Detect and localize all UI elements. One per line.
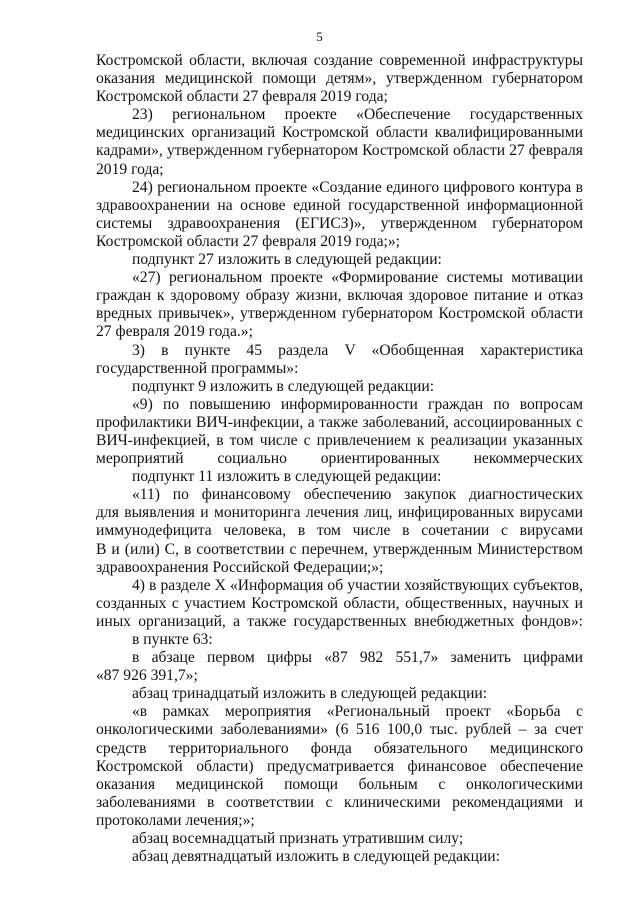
text-line: созданных с участием Костромской области, общественных, научных и xyxy=(96,594,583,612)
text-line: для выявления и мониторинга лечения лиц, инфицированных вирусами xyxy=(96,504,583,522)
text-line: «в рамках мероприятия «Региональный проект «Борьба с xyxy=(132,703,583,721)
text-line: иных организаций, а также государственных внебюджетных фондов»: xyxy=(96,612,583,630)
text-line: «27) региональном проекте «Формирование системы мотивации xyxy=(132,269,583,287)
text-line: 2019 года; xyxy=(96,160,164,178)
text-line: протоколами лечения;»; xyxy=(96,811,255,829)
text-line: ВИЧ-инфекцией, в том числе с привлечением к реализации указанных xyxy=(96,431,583,449)
text-line: профилактики ВИЧ-инфекции, а также заболеваний, ассоциированных с xyxy=(96,413,583,431)
text-line: иммунодефицита человека, в том числе в сочетании с вирусами xyxy=(96,522,583,540)
text-line: «87 926 391,7»; xyxy=(96,667,198,685)
text-line: здравоохранения Российской Федерации;»; xyxy=(96,558,384,576)
text-line: 24) региональном проекте «Создание единого цифрового контура в xyxy=(132,178,583,196)
text-line: «11) по финансовому обеспечению закупок диагностических xyxy=(132,486,583,504)
page-number: 5 xyxy=(316,29,323,44)
text-line: в пункте 63: xyxy=(132,631,213,648)
text-line: Костромской области 27 февраля 2019 года; xyxy=(96,88,388,106)
text-line: «9) по повышению информированности граждан по вопросам xyxy=(132,395,583,413)
text-line: В и (или) С, в соответствии с перечнем, утвержденным Министерством xyxy=(96,540,583,558)
text-line: средств территориального фонда обязательного медицинского xyxy=(96,739,583,757)
text-line: в абзаце первом цифры «87 982 551,7» заменить цифрами xyxy=(132,649,583,667)
text-line: кадрами», утвержденном губернатором Костромской области 27 февраля xyxy=(96,142,583,160)
text-line: медицинских организаций Костромской области квалифицированными xyxy=(96,124,583,142)
text-line: Костромской области 27 февраля 2019 года;»; xyxy=(96,232,401,250)
text-line: Костромской области) предусматривается финансовое обеспечение xyxy=(96,757,583,775)
text-line: 27 февраля 2019 года.»; xyxy=(96,323,253,341)
text-line: подпункт 11 изложить в следующей редакции: xyxy=(132,468,442,486)
text-line: оказания медицинской помощи детям», утвержденном губернатором xyxy=(96,70,583,88)
text-line: подпункт 27 изложить в следующей редакции: xyxy=(132,251,442,269)
text-line: оказания медицинской помощи больным с онкологическими xyxy=(96,775,583,793)
text-line: онкологическими заболеваниями» (6 516 100,0 тыс. рублей – за счет xyxy=(96,721,583,739)
text-line: подпункт 9 изложить в следующей редакции: xyxy=(132,377,435,395)
text-line: 23) региональном проекте «Обеспечение государственных xyxy=(132,106,583,124)
text-line: абзац тринадцатый изложить в следующей редакции: xyxy=(132,685,488,703)
text-line: заболеваниями в соответствии с клиническими рекомендациями и xyxy=(96,793,583,811)
text-line: вредных привычек», утвержденном губернатором Костромской области xyxy=(96,305,583,323)
text-line: государственной программы»: xyxy=(96,359,299,377)
text-line: граждан к здоровому образу жизни, включая здоровое питание и отказ xyxy=(96,287,583,305)
text-line: здравоохранении на основе единой государственной информационной xyxy=(96,196,583,214)
text-line: мероприятий социально ориентированных некоммерческих xyxy=(96,450,583,468)
text-line: системы здравоохранения (ЕГИСЗ)», утвержденном губернатором xyxy=(96,214,583,232)
text-line: 3) в пункте 45 раздела V «Обобщенная характеристика xyxy=(132,341,583,359)
text-line: 4) в разделе X «Информация об участии хозяйствующих субъектов, xyxy=(132,576,583,594)
document-body xyxy=(96,52,583,866)
text-line: абзац восемнадцатый признать утратившим силу; xyxy=(132,830,464,848)
text-line: Костромской области, включая создание современной инфраструктуры xyxy=(96,52,583,69)
text-line: абзац девятнадцатый изложить в следующей редакции: xyxy=(132,848,500,866)
